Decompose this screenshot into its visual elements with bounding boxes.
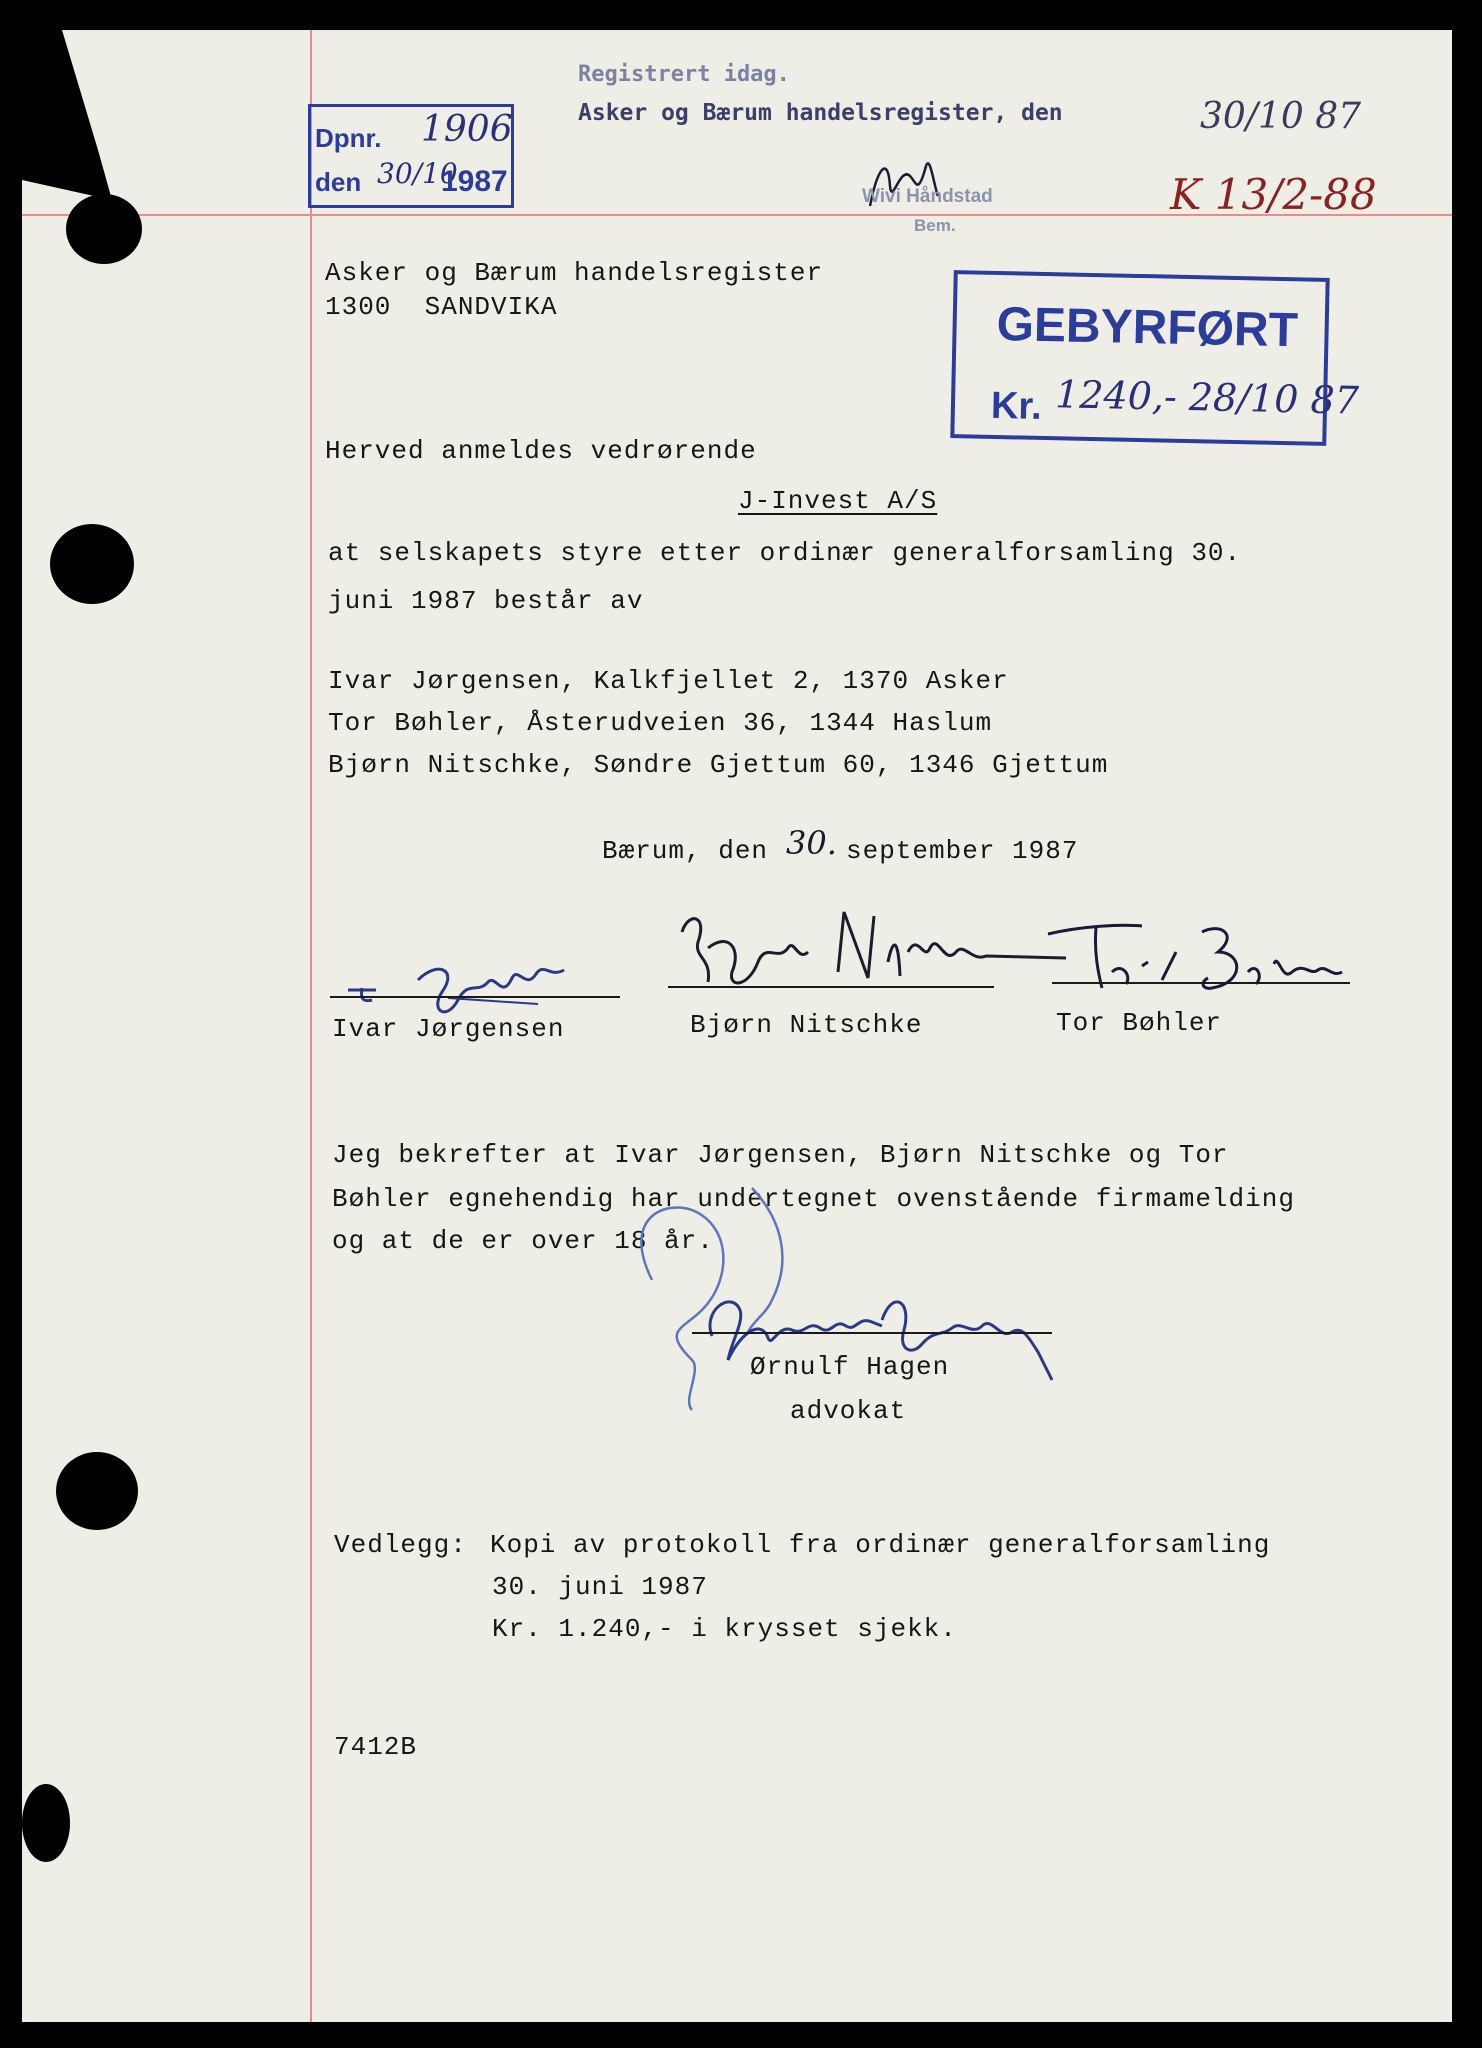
signature-bjorn — [668, 892, 1068, 1022]
signature-line-tor — [1052, 982, 1350, 984]
date-day-handwritten: 30. — [786, 824, 837, 862]
intro-text: Herved anmeldes vedrørende — [325, 436, 757, 466]
confirmation-line1: Jeg bekrefter at Ivar Jørgensen, Bjørn Nitschke og Tor — [332, 1140, 1229, 1170]
date-suffix: september 1987 — [846, 836, 1079, 866]
signature-line-ivar — [330, 996, 620, 998]
den-year: 1987 — [441, 165, 508, 198]
left-margin-line — [310, 30, 312, 2022]
signatory-name: Tor Bøhler — [1056, 1008, 1223, 1038]
punch-hole — [22, 1784, 70, 1862]
addressee-line2: 1300 SANDVIKA — [325, 292, 558, 322]
document-number-stamp — [308, 104, 514, 208]
attachment-line1: Kopi av protokoll fra ordinær generalforsamling — [490, 1530, 1271, 1560]
fee-stamp — [950, 270, 1360, 446]
signature-line-lawyer — [692, 1332, 1052, 1334]
fee-stamp-title: GEBYRFØRT — [996, 297, 1299, 358]
board-member: Tor Bøhler, Åsterudveien 36, 1344 Haslum — [328, 708, 993, 738]
signature-lawyer — [582, 1160, 1162, 1430]
registry-stamp-line2: Asker og Bærum handelsregister, den — [578, 100, 1063, 126]
stamp-name: Wivi Håndstad — [862, 186, 993, 207]
body-line2: juni 1987 består av — [328, 586, 644, 616]
confirmation-line3: og at de er over 18 år. — [332, 1226, 714, 1256]
dok-number-handwritten: 1906 — [421, 109, 513, 150]
date-prefix: Bærum, den — [602, 836, 769, 866]
punch-hole — [50, 524, 134, 604]
company-name: J-Invest A/S — [738, 486, 938, 516]
fee-stamp-kr: Kr. — [990, 384, 1043, 428]
signatory-name: Bjørn Nitschke — [690, 1010, 923, 1040]
attachment-line2: 30. juni 1987 — [492, 1572, 708, 1602]
punch-hole — [56, 1452, 138, 1530]
body-line1: at selskapets styre etter ordinær generalforsamling 30. — [328, 538, 1242, 568]
registry-stamp-line1: Registrert idag. — [578, 62, 790, 87]
fee-amount-handwritten: 1240,- 28/10 87 — [1054, 372, 1360, 423]
footer-code: 7412B — [334, 1732, 418, 1762]
reference-note: K 13/2-88 — [1170, 170, 1377, 219]
signature-tor — [1042, 892, 1362, 1012]
board-member: Ivar Jørgensen, Kalkfjellet 2, 1370 Asker — [328, 666, 1009, 696]
signature-line-bjorn — [668, 986, 994, 988]
registry-date-handwritten: 30/10 87 — [1200, 96, 1361, 137]
torn-corner — [22, 30, 142, 210]
den-date-handwritten: 30/10 — [377, 157, 458, 190]
lawyer-name: Ørnulf Hagen — [750, 1352, 950, 1382]
confirmation-line2: Bøhler egnehendig har undertegnet ovenstående firmamelding — [332, 1184, 1295, 1214]
attachment-line3: Kr. 1.240,- i krysset sjekk. — [492, 1614, 957, 1644]
lawyer-title: advokat — [790, 1396, 907, 1426]
stamp-title: Bem. — [914, 216, 956, 235]
addressee-line1: Asker og Bærum handelsregister — [325, 258, 824, 288]
dok-label: Dpnr. — [315, 123, 382, 153]
board-member: Bjørn Nitschke, Søndre Gjettum 60, 1346 Gjettum — [328, 750, 1109, 780]
den-label: den — [315, 167, 362, 197]
signatory-name: Ivar Jørgensen — [332, 1014, 565, 1044]
attachments-label: Vedlegg: — [334, 1530, 467, 1560]
document-page — [22, 30, 1452, 2022]
